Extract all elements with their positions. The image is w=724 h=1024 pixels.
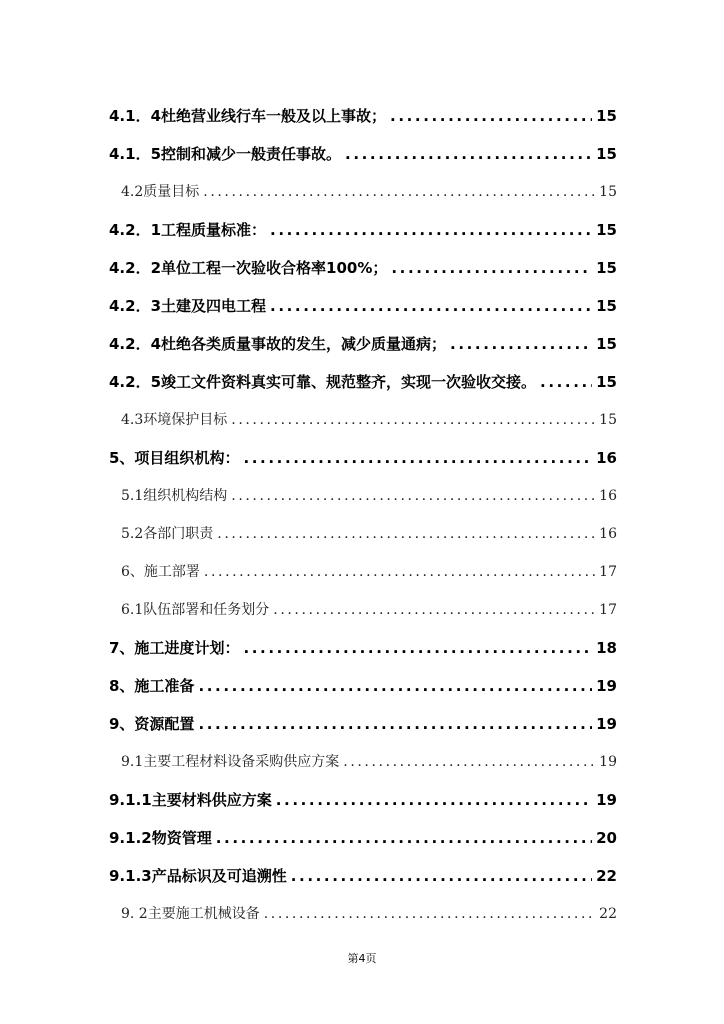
toc-entry-title: 4.3环境保护目标 (121, 412, 228, 428)
toc-leader-dots (203, 184, 595, 200)
toc-entry-title: 4.1．4杜绝营业线行车一般及以上事故； (109, 107, 387, 125)
toc-leader-dots (231, 412, 595, 428)
toc-leader-dots (216, 829, 592, 847)
toc-entry-title: 5.2各部门职责 (121, 526, 214, 542)
toc-entry[interactable] (109, 295, 617, 323)
toc-entry-title: 9.1.3产品标识及可追溯性 (109, 867, 287, 885)
toc-entry-title: 4.2质量目标 (121, 184, 200, 200)
toc-entry-title: 9.1主要工程材料设备采购供应方案 (121, 754, 340, 770)
toc-leader-dots (270, 221, 592, 239)
toc-leader-dots (198, 715, 592, 733)
toc-entry[interactable] (109, 637, 617, 665)
page-number-label: 第4页 (347, 952, 377, 965)
toc-entry[interactable] (109, 371, 617, 399)
toc-leader-dots (243, 449, 592, 467)
toc-entry[interactable] (109, 219, 617, 247)
toc-leader-dots (343, 754, 595, 770)
toc-entry[interactable] (109, 789, 617, 817)
toc-entry-title: 6.1队伍部署和任务划分 (121, 602, 270, 618)
toc-entry-page: 15 (596, 297, 617, 315)
toc-entry-title: 4.2．2单位工程一次验收合格率100%； (109, 259, 388, 277)
toc-entry-page: 15 (599, 412, 617, 428)
toc-leader-dots (198, 677, 592, 695)
toc-entry-page: 19 (596, 791, 617, 809)
toc-entry-title: 5.1组织机构结构 (121, 488, 228, 504)
toc-entry-page: 18 (596, 639, 617, 657)
toc-entry-page: 16 (596, 449, 617, 467)
toc-entry-page: 17 (599, 602, 617, 618)
toc-entry[interactable] (109, 333, 617, 361)
toc-entry-page: 22 (596, 867, 617, 885)
toc-entry-title: 4.2．4杜绝各类质量事故的发生，减少质量通病； (109, 335, 447, 353)
toc-entry-title: 6、施工部署 (121, 564, 200, 580)
toc-entry-page: 15 (596, 335, 617, 353)
toc-entry-page: 20 (596, 829, 617, 847)
toc-entry-title: 5、项目组织机构： (109, 449, 240, 467)
toc-entry-page: 15 (596, 145, 617, 163)
toc-leader-dots (204, 564, 595, 580)
toc-entry[interactable] (109, 105, 617, 133)
toc-entry[interactable] (121, 485, 617, 513)
toc-entry[interactable] (109, 675, 617, 703)
toc-entry-page: 15 (596, 107, 617, 125)
toc-leader-dots (450, 335, 592, 353)
toc-leader-dots (540, 373, 592, 391)
toc-entry[interactable] (121, 751, 617, 779)
toc-entry[interactable] (109, 143, 617, 171)
toc-leader-dots (345, 145, 592, 163)
toc-entry-page: 19 (599, 754, 617, 770)
toc-leader-dots (264, 906, 595, 922)
toc-entry-page: 15 (596, 221, 617, 239)
toc-entry-title: 9.1.1主要材料供应方案 (109, 791, 272, 809)
toc-entry-title: 7、施工进度计划： (109, 639, 240, 657)
toc-entry-page: 22 (599, 906, 617, 922)
toc-entry-title: 9. 2主要施工机械设备 (121, 906, 260, 922)
toc-leader-dots (273, 602, 595, 618)
toc-entry-page: 19 (596, 677, 617, 695)
toc-entry[interactable] (121, 599, 617, 627)
toc-entry[interactable] (121, 181, 617, 209)
toc-leader-dots (217, 526, 595, 542)
toc-entry[interactable] (121, 409, 617, 437)
toc-leader-dots (390, 107, 592, 125)
toc-entry-title: 4.1．5控制和减少一般责任事故。 (109, 145, 342, 163)
toc-entry-title: 4.2．5竣工文件资料真实可靠、规范整齐，实现一次验收交接。 (109, 373, 537, 391)
toc-entry-title: 9、资源配置 (109, 715, 195, 733)
toc-entry-page: 16 (599, 526, 617, 542)
toc-entry-title: 4.2．1工程质量标准： (109, 221, 267, 239)
toc-leader-dots (276, 791, 592, 809)
toc-entry[interactable] (121, 561, 617, 589)
toc-leader-dots (391, 259, 592, 277)
toc-entry-page: 15 (596, 373, 617, 391)
toc-leader-dots (243, 639, 592, 657)
toc-entry-page: 19 (596, 715, 617, 733)
toc-entry-page: 15 (596, 259, 617, 277)
toc-entry[interactable] (109, 865, 617, 893)
toc-entry-title: 4.2．3土建及四电工程 (109, 297, 267, 315)
toc-entry[interactable] (109, 257, 617, 285)
toc-entry[interactable] (121, 523, 617, 551)
toc-leader-dots (291, 867, 592, 885)
toc-leader-dots (231, 488, 595, 504)
toc-entry-page: 15 (599, 184, 617, 200)
toc-entry-page: 16 (599, 488, 617, 504)
toc-entry[interactable] (121, 903, 617, 931)
page-footer (0, 950, 724, 966)
toc-entry-title: 8、施工准备 (109, 677, 195, 695)
toc-entry[interactable] (109, 447, 617, 475)
toc-entry-title: 9.1.2物资管理 (109, 829, 212, 847)
toc-entry[interactable] (109, 827, 617, 855)
toc-leader-dots (270, 297, 592, 315)
toc-entry-page: 17 (599, 564, 617, 580)
toc-entry[interactable] (109, 713, 617, 741)
